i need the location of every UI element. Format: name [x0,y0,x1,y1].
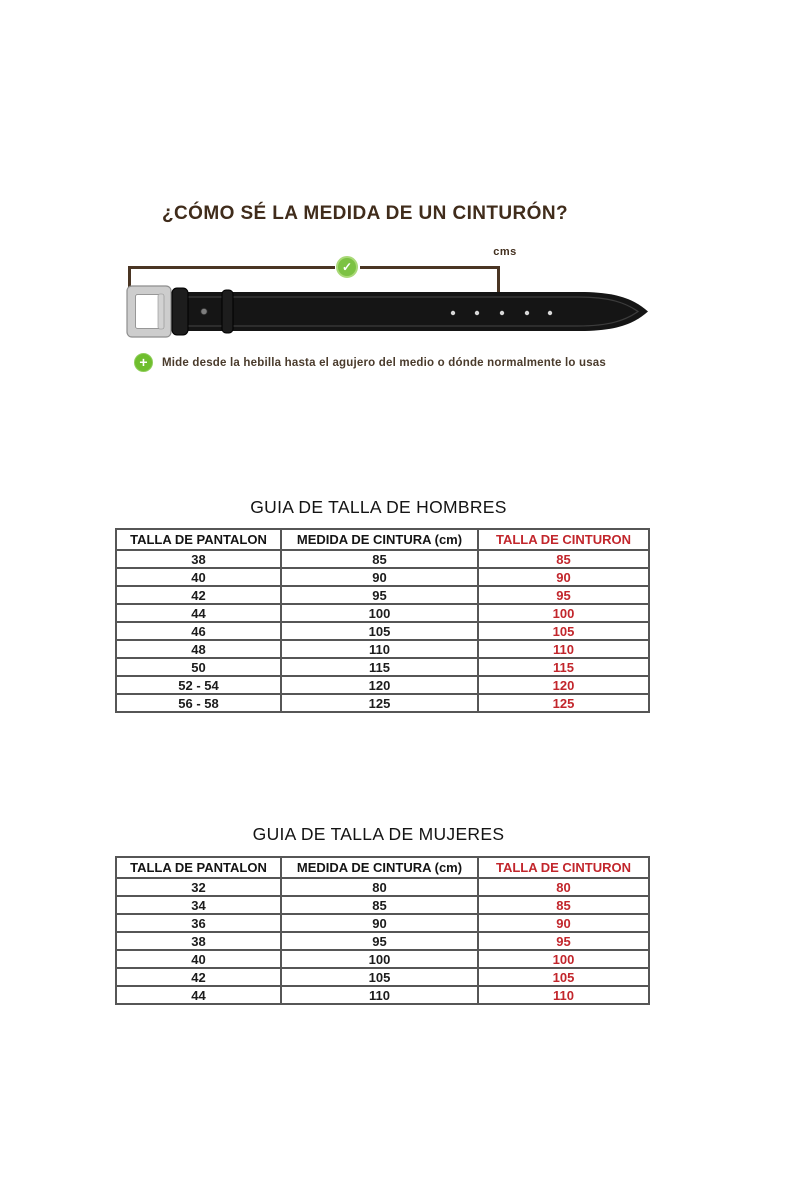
cms-label: cms [493,246,517,258]
table-cell: 85 [281,896,478,914]
table-cell: 105 [281,622,478,640]
belt-loop [172,288,188,335]
table-cell: 95 [478,586,649,604]
table-header-cell: TALLA DE PANTALON [116,529,281,550]
table-cell: 80 [478,878,649,896]
table-row [116,914,649,932]
table-row [116,676,649,694]
table-cell: 125 [281,694,478,712]
table-cell: 95 [281,586,478,604]
table-header-cell: MEDIDA DE CINTURA (cm) [281,857,478,878]
table-cell: 85 [281,550,478,568]
plus-glyph: + [139,354,148,370]
table-header-row [116,529,649,550]
table-cell: 100 [281,604,478,622]
table-row [116,968,649,986]
belt-loop [222,290,233,333]
table-row [116,932,649,950]
table-cell: 110 [478,986,649,1004]
belt-strap [164,292,648,331]
table-cell: 110 [281,986,478,1004]
table-cell: 105 [478,968,649,986]
table-cell: 115 [478,658,649,676]
table-row [116,604,649,622]
table-cell: 85 [478,896,649,914]
table-cell: 90 [478,568,649,586]
table-row [116,586,649,604]
table-cell: 90 [281,568,478,586]
table-cell: 120 [478,676,649,694]
table-cell: 50 [116,658,281,676]
table-row [116,896,649,914]
table-cell: 105 [281,968,478,986]
table-row [116,622,649,640]
table-cell: 44 [116,604,281,622]
table-cell: 100 [478,950,649,968]
table-header-cell: TALLA DE CINTURON [478,857,649,878]
check-circle-icon [336,256,358,278]
table-header-cell: TALLA DE CINTURON [478,529,649,550]
belt-rivet [201,308,207,314]
measure-bracket-left-line [131,266,335,269]
table-row [116,694,649,712]
table-cell: 125 [478,694,649,712]
table-cell: 42 [116,586,281,604]
table-cell: 85 [478,550,649,568]
table-row [116,878,649,896]
table-header-cell: MEDIDA DE CINTURA (cm) [281,529,478,550]
page-title: ¿CÓMO SÉ LA MEDIDA DE UN CINTURÓN? [162,203,568,224]
table-row [116,640,649,658]
table-row [116,950,649,968]
table-cell: 34 [116,896,281,914]
table-cell: 38 [116,932,281,950]
table-row [116,550,649,568]
belt-buckle-prong [158,294,164,329]
table-cell: 90 [478,914,649,932]
table-cell: 52 - 54 [116,676,281,694]
table-header-cell: TALLA DE PANTALON [116,857,281,878]
table-header-row [116,857,649,878]
table-cell: 120 [281,676,478,694]
belt-hole [475,311,479,315]
table-cell: 48 [116,640,281,658]
belt-hole [451,311,455,315]
table-cell: 95 [281,932,478,950]
men-size-table [115,528,650,713]
women-table-title: GUIA DE TALLA DE MUJERES [252,824,505,844]
measure-note: Mide desde la hebilla hasta el agujero del medio o dónde normalmente lo usas [162,357,606,369]
table-cell: 32 [116,878,281,896]
table-cell: 115 [281,658,478,676]
belt-hole [500,311,504,315]
table-cell: 80 [281,878,478,896]
table-cell: 56 - 58 [116,694,281,712]
measure-bracket-right-line [360,266,499,269]
table-row [116,568,649,586]
table-cell: 40 [116,568,281,586]
table-cell: 42 [116,968,281,986]
table-cell: 100 [281,950,478,968]
table-row [116,986,649,1004]
table-cell: 36 [116,914,281,932]
men-table-title: GUIA DE TALLA DE HOMBRES [250,497,507,517]
table-cell: 44 [116,986,281,1004]
belt-hole [548,311,552,315]
check-glyph: ✓ [341,260,353,274]
women-size-table [115,856,650,1005]
belt-image [112,280,652,344]
plus-circle-icon [134,353,153,372]
table-cell: 110 [281,640,478,658]
table-cell: 46 [116,622,281,640]
table-cell: 100 [478,604,649,622]
table-cell: 38 [116,550,281,568]
table-cell: 40 [116,950,281,968]
table-cell: 90 [281,914,478,932]
table-row [116,658,649,676]
table-cell: 110 [478,640,649,658]
table-cell: 95 [478,932,649,950]
belt-hole [525,311,529,315]
table-cell: 105 [478,622,649,640]
